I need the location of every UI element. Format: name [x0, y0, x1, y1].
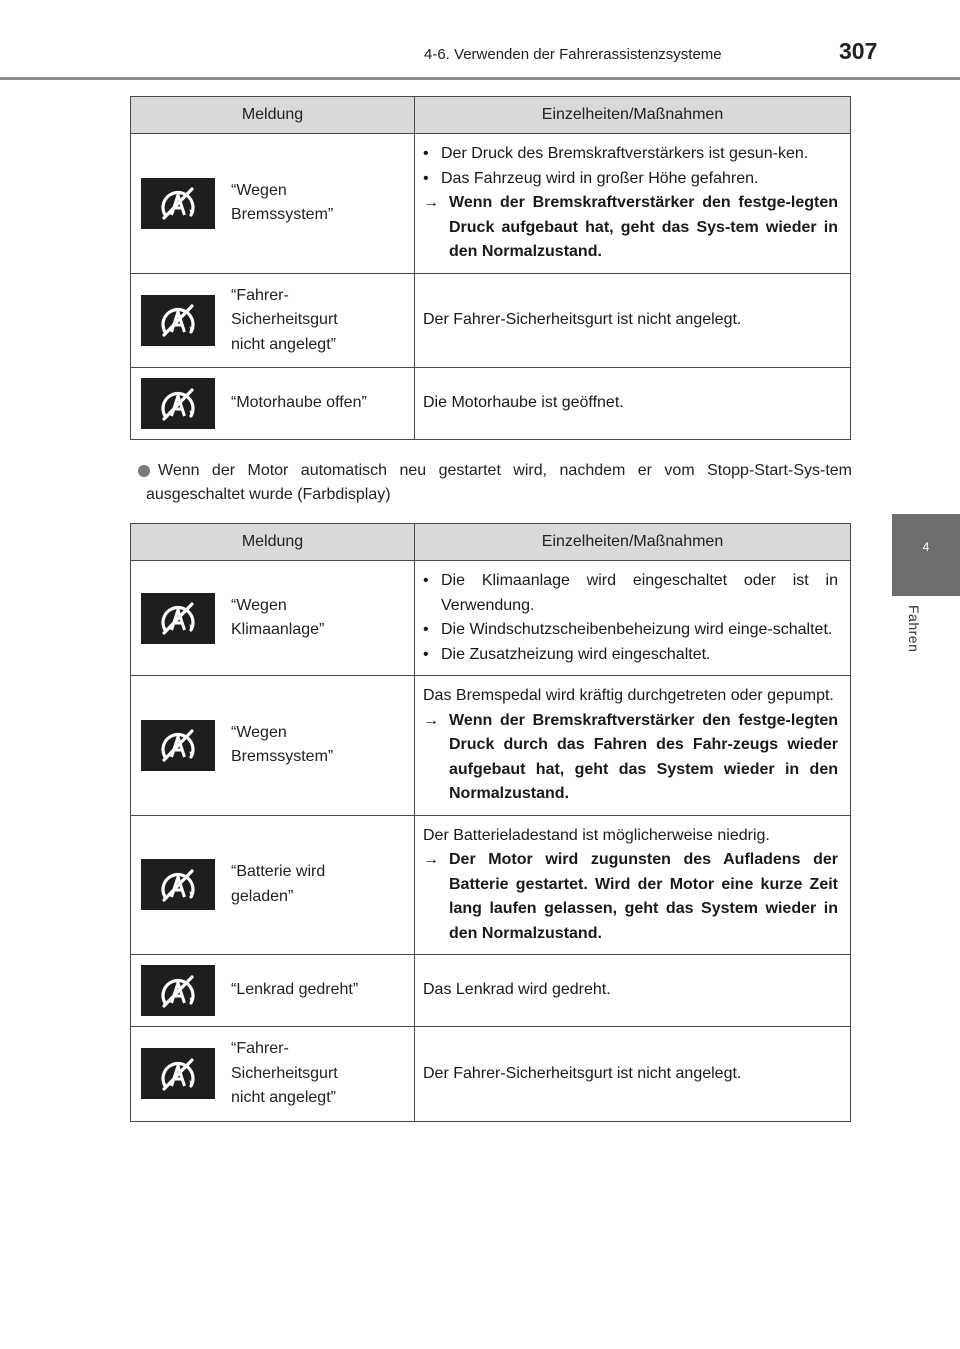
message-text [231, 978, 358, 1003]
message-line: Sicherheitsgurt [231, 311, 338, 328]
details-cell [415, 368, 851, 440]
message-line: “Wegen [231, 181, 287, 199]
stop-start-off-icon [141, 178, 215, 229]
bullet-text: Die Klimaanlage wird eingeschaltet oder ist in Verwendung. [441, 572, 838, 614]
section-title: 4-6. Verwenden der Fahrerassistenzsysteme [424, 46, 722, 63]
message-cell-content [141, 593, 408, 644]
message-cell-content [141, 720, 408, 771]
details-cell [415, 561, 851, 676]
details-text: Die Motorhaube ist geöffnet. [423, 394, 624, 412]
table-row [131, 1027, 851, 1122]
message-cell-content [141, 1037, 408, 1111]
bullet-marker: • [423, 169, 429, 187]
bullet-dot-icon [138, 465, 150, 477]
stop-start-off-icon [141, 295, 215, 346]
column-header-details: Einzelheiten/Maßnahmen [415, 524, 851, 561]
message-text [231, 860, 325, 909]
bullet-marker: • [423, 621, 429, 638]
bullet-item [423, 569, 838, 618]
table-body [131, 561, 851, 1122]
message-cell [131, 815, 415, 955]
message-line: “Fahrer- [231, 286, 289, 304]
message-text [231, 721, 333, 770]
details-text: Der Fahrer-Sicherheitsgurt ist nicht angelegt. [423, 1064, 742, 1082]
details-text: Das Lenkrad wird gedreht. [423, 981, 611, 999]
arrow-icon: → [423, 851, 439, 868]
arrow-icon: → [423, 194, 439, 211]
bullet-item [423, 643, 838, 668]
message-line: “Lenkrad gedreht” [231, 981, 359, 999]
details-text: Das Bremspedal wird kräftig durchgetreten oder gepumpt. [423, 687, 834, 704]
action-item [423, 848, 838, 946]
details-cell [415, 1027, 851, 1122]
table-row [131, 955, 851, 1027]
message-line: Bremssystem” [231, 748, 334, 766]
message-table-1 [130, 96, 851, 440]
message-text [231, 594, 324, 643]
message-cell [131, 368, 415, 440]
message-cell-content [141, 859, 408, 910]
details-cell [415, 955, 851, 1027]
message-line: geladen” [231, 887, 294, 905]
message-line: Sicherheitsgurt [231, 1064, 338, 1082]
message-line: “Batterie wird [231, 863, 326, 881]
message-cell [131, 561, 415, 676]
bullet-marker: • [423, 645, 429, 663]
message-cell [131, 273, 415, 368]
table-row [131, 676, 851, 816]
message-line: Bremssystem” [231, 206, 334, 224]
note-text: Wenn der Motor automatisch neu gestartet wird, nachdem er vom Stopp-Start-Sys-tem ausgeschaltet wurde (Farbdisplay) [146, 462, 852, 503]
bullet-text: Der Druck des Bremskraftverstärkers ist gesun-ken. [441, 145, 809, 162]
column-header-message: Meldung [131, 97, 415, 134]
action-item [423, 191, 838, 265]
column-header-details: Einzelheiten/Maßnahmen [415, 97, 851, 134]
message-line: nicht angelegt” [231, 335, 336, 353]
message-cell [131, 676, 415, 816]
message-cell [131, 1027, 415, 1122]
table-row [131, 134, 851, 274]
details-cell [415, 134, 851, 274]
message-cell [131, 955, 415, 1027]
message-cell-content [141, 378, 408, 429]
table-row [131, 815, 851, 955]
details-cell [415, 273, 851, 368]
message-cell-content [141, 178, 408, 229]
message-text [231, 391, 367, 416]
details-text: Der Fahrer-Sicherheitsgurt ist nicht angelegt. [423, 311, 742, 328]
page-number: 307 [839, 38, 878, 64]
bullet-marker: • [423, 572, 429, 589]
stop-start-off-icon [141, 1048, 215, 1099]
stop-start-off-icon [141, 720, 215, 771]
bullet-marker: • [423, 145, 429, 162]
table-row [131, 561, 851, 676]
bullet-text: Die Zusatzheizung wird eingeschaltet. [441, 645, 711, 663]
stop-start-off-icon [141, 593, 215, 644]
details-text: Der Batterieladestand ist möglicherweise niedrig. [423, 826, 770, 844]
chapter-number: 4 [922, 540, 930, 554]
message-line: nicht angelegt” [231, 1089, 336, 1106]
action-text: Der Motor wird zugunsten des Aufladens der Batterie gestartet. Wird der Motor eine kurze Zeit lang laufen gelassen, geht das System wieder in den Normalzustand. [449, 851, 838, 942]
message-text [231, 284, 338, 358]
message-table-2 [130, 523, 851, 1122]
bullet-text: Das Fahrzeug wird in großer Höhe gefahren. [441, 169, 759, 187]
message-cell-content [141, 965, 408, 1016]
message-text [231, 179, 333, 228]
action-item [423, 709, 838, 807]
message-line: “Wegen [231, 723, 287, 741]
arrow-icon: → [423, 711, 439, 729]
chapter-tab [892, 514, 960, 596]
header-rule [0, 77, 960, 80]
bullet-item [423, 142, 838, 167]
message-text [231, 1037, 338, 1111]
message-line: “Fahrer- [231, 1040, 289, 1057]
table-body [131, 134, 851, 440]
table-row [131, 368, 851, 440]
message-cell [131, 134, 415, 274]
stop-start-off-icon [141, 859, 215, 910]
stop-start-off-icon [141, 965, 215, 1016]
note-paragraph [138, 459, 852, 507]
action-text: Wenn der Bremskraftverstärker den festge-legten Druck durch das Fahren des Fahr-zeugs wieder aufgebaut hat, geht das System wieder in den Normalzustand. [449, 711, 838, 802]
column-header-message: Meldung [131, 524, 415, 561]
table-row [131, 273, 851, 368]
bullet-item [423, 167, 838, 192]
message-line: “Motorhaube offen” [231, 394, 367, 412]
chapter-label: Fahren [906, 605, 922, 653]
bullet-item [423, 618, 838, 643]
stop-start-off-icon [141, 378, 215, 429]
details-cell [415, 815, 851, 955]
bullet-text: Die Windschutzscheibenbeheizung wird einge-schaltet. [441, 621, 833, 638]
message-line: “Wegen [231, 596, 287, 614]
message-cell-content [141, 284, 408, 358]
action-text: Wenn der Bremskraftverstärker den festge-legten Druck aufgebaut hat, geht das Sys-tem wieder in den Normalzustand. [449, 194, 838, 260]
message-line: Klimaanlage” [231, 621, 325, 638]
details-cell [415, 676, 851, 816]
